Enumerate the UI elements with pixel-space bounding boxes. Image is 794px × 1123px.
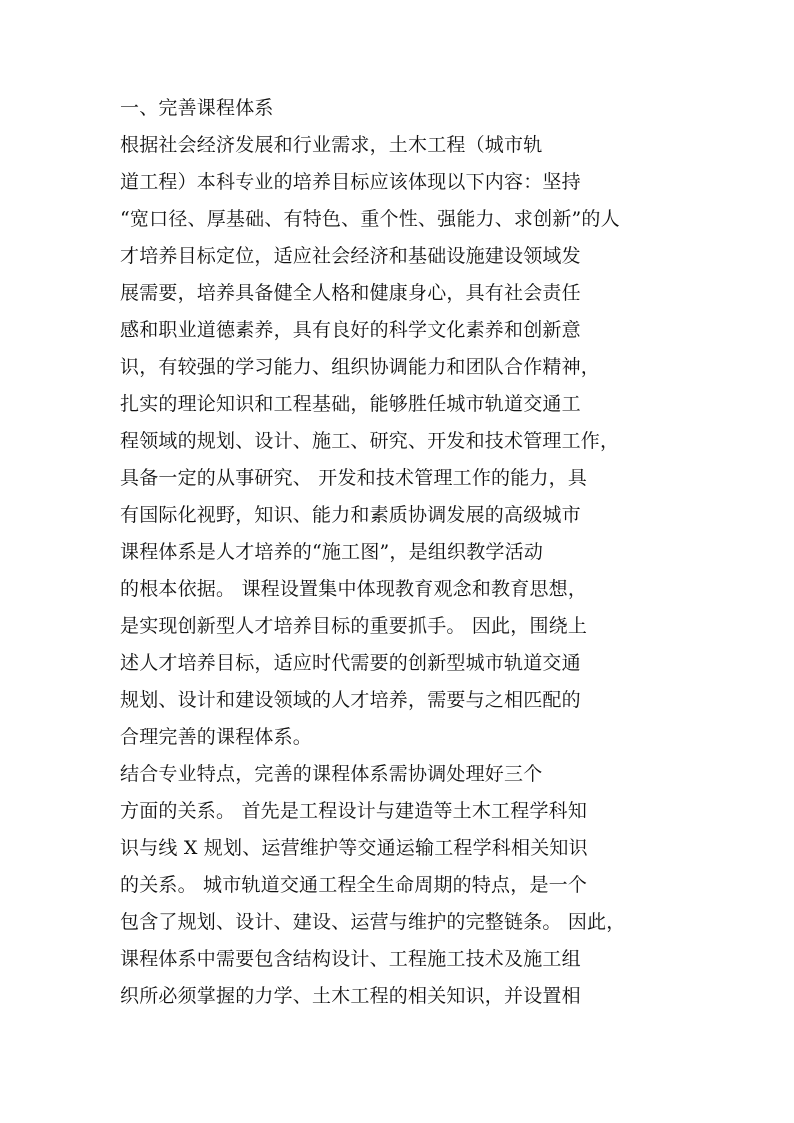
text-line: 述人才培养目标，适应时代需要的创新型城市轨道交通 xyxy=(120,652,581,674)
text-line: 规划、设计和建设领域的人才培养，需要与之相匹配的 xyxy=(120,689,581,711)
text-line: 课程体系中需要包含结构设计、工程施工技术及施工组 xyxy=(120,948,581,970)
text-line: 展需要，培养具备健全人格和健康身心，具有社会责任 xyxy=(120,282,581,304)
text-line: 方面的关系。 首先是工程设计与建造等土木工程学科知 xyxy=(120,800,588,822)
text-line: 有国际化视野，知识、能力和素质协调发展的高级城市 xyxy=(120,504,581,526)
text-line: 程领域的规划、设计、施工、研究、开发和技术管理工作， xyxy=(120,430,620,452)
section-heading: 一、完善课程体系 xyxy=(120,97,274,119)
text-line: 扎实的理论知识和工程基础，能够胜任城市轨道交通工 xyxy=(120,393,581,415)
text-line: 的关系。 城市轨道交通工程全生命周期的特点，是一个 xyxy=(120,874,588,896)
text-line: 结合专业特点，完善的课程体系需协调处理好三个 xyxy=(120,763,543,785)
text-line: 包含了规划、设计、建设、运营与维护的完整链条。 因此， xyxy=(120,911,626,933)
text-line: 道工程）本科专业的培养目标应该体现以下内容：坚持 xyxy=(120,171,581,193)
text-line: 的根本依据。 课程设置集中体现教育观念和教育思想， xyxy=(120,578,588,600)
text-line: 根据社会经济发展和行业需求，土木工程（城市轨 xyxy=(120,134,543,156)
text-line: 织所必须掌握的力学、土木工程的相关知识，并设置相 xyxy=(120,985,581,1007)
text-line: 才培养目标定位，适应社会经济和基础设施建设领域发 xyxy=(120,245,581,267)
text-line: 具备一定的从事研究、 开发和技术管理工作的能力，具 xyxy=(120,467,588,489)
text-line: 是实现创新型人才培养目标的重要抓手。 因此，围绕上 xyxy=(120,615,588,637)
text-line: 合理完善的课程体系。 xyxy=(120,726,313,748)
text-line: 课程体系是人才培养的“施工图”，是组织教学活动 xyxy=(120,541,544,563)
text-line: 感和职业道德素养，具有良好的科学文化素养和创新意 xyxy=(120,319,581,341)
text-line: 识，有较强的学习能力、组织协调能力和团队合作精神， xyxy=(120,356,601,378)
text-line: 识与线 X 规划、运营维护等交通运输工程学科相关知识 xyxy=(120,837,588,859)
text-line: “宽口径、厚基础、有特色、重个性、强能力、求创新”的人 xyxy=(120,208,620,230)
